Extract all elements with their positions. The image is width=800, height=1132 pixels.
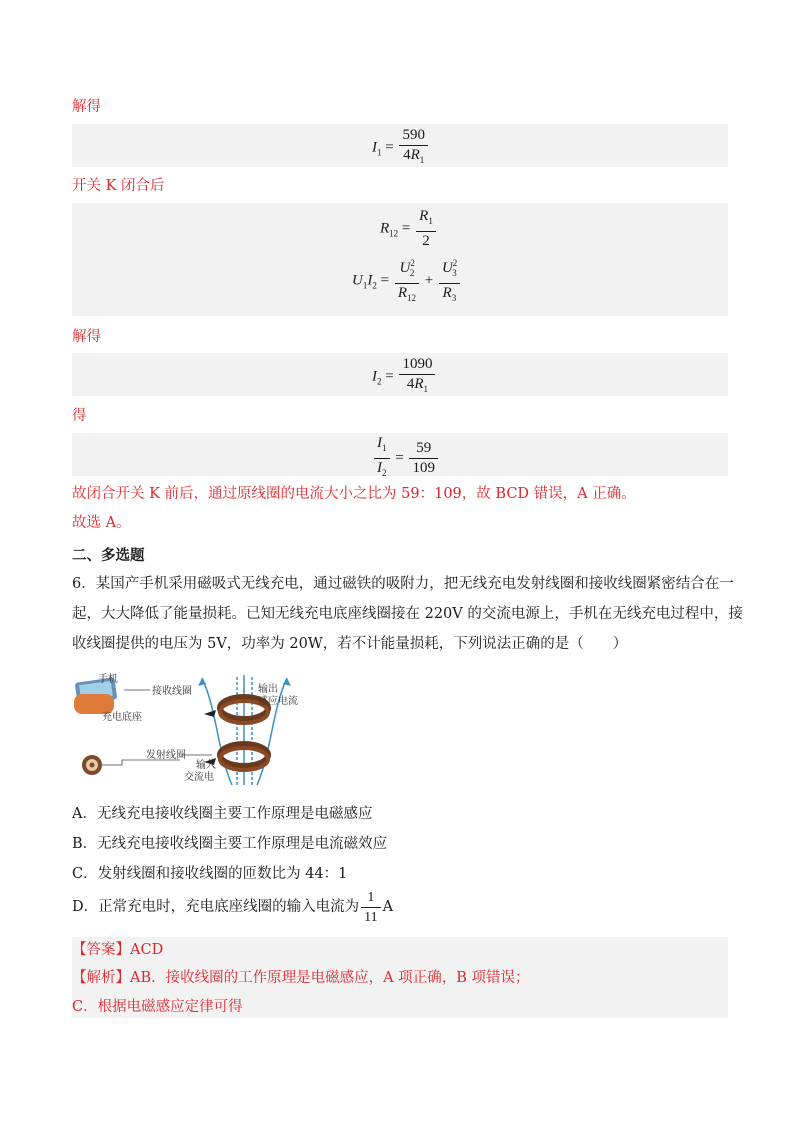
label-output: 输出 (258, 684, 278, 695)
wireless-charging-figure (72, 670, 352, 790)
equation-box (72, 433, 728, 476)
step-label: 解得 (72, 99, 101, 115)
label-receive-coil: 接收线圈 (152, 686, 192, 697)
label-transmit-coil: 发射线圈 (146, 750, 186, 761)
step-label: 得 (72, 408, 87, 424)
analysis-tag: 【解析】 (72, 970, 130, 986)
equation-box (72, 353, 728, 396)
label-input: 输入 (196, 760, 216, 771)
step-label: 开关 K 闭合后 (72, 178, 165, 194)
option-c: C．发射线圈和接收线圈的匝数比为 44：1 (72, 866, 348, 882)
label-induced-current: 感应电流 (258, 696, 298, 707)
base-coil-icon (82, 755, 102, 775)
equation-ratio: $\frac{I_1}{I_2}$ = $\frac{59}{109}$ (372, 435, 440, 482)
label-phone: 手机 (98, 674, 118, 685)
analysis-line: C．根据电磁感应定律可得 (72, 999, 243, 1015)
choice-text: 故选 A。 (72, 515, 131, 531)
label-base: 充电底座 (102, 712, 142, 723)
analysis-line: 【解析】AB．接收线圈的工作原理是电磁感应，A 项正确，B 项错误； (72, 970, 530, 986)
step-label: 解得 (72, 329, 101, 345)
answer-value: ACD (130, 942, 164, 958)
answer-tag: 【答案】 (72, 942, 130, 958)
question-line: 起，大大降低了能量损耗。已知无线充电底座线圈接在 220V 的交流电源上，手机在无线充电过程中，接 (72, 606, 743, 622)
equation-r12: $R_{12}$ = $\frac{R_1}{2}$ (380, 208, 438, 250)
section-title: 二、多选题 (72, 547, 145, 564)
conclusion-text: 故闭合开关 K 前后，通过原线圈的电流大小之比为 59：109，故 BCD 错误，A 正确。 (72, 486, 636, 502)
equation-box (72, 124, 728, 167)
equation-box (72, 203, 728, 316)
question-line: 6．某国产手机采用磁吸式无线充电，通过磁铁的吸附力，把无线充电发射线圈和接收线圈紧密结合在一 (72, 576, 734, 592)
option-b: B．无线充电接收线圈主要工作原理是电流磁效应 (72, 836, 388, 852)
option-d: D．正常充电时，充电底座线圈的输入电流为 $\frac{1}{11}$ A (72, 889, 394, 925)
equation-i1: $I_1$ = $\frac{590}{4R_1}$ (372, 127, 430, 169)
option-a: A．无线充电接收线圈主要工作原理是电磁感应 (72, 806, 373, 822)
question-line: 收线圈提供的电压为 5V，功率为 20W，若不计能量损耗，下列说法正确的是（ ） (72, 636, 628, 652)
label-ac: 交流电 (184, 772, 214, 783)
equation-power: $U_1I_2$ = $\frac{U^2_2}{R_{12}}$ + $\frac{U^2_3}{R_3}$ (352, 255, 462, 307)
equation-i2: $I_2$ = $\frac{1090}{4R_1}$ (372, 356, 437, 398)
answer-line (72, 940, 163, 960)
